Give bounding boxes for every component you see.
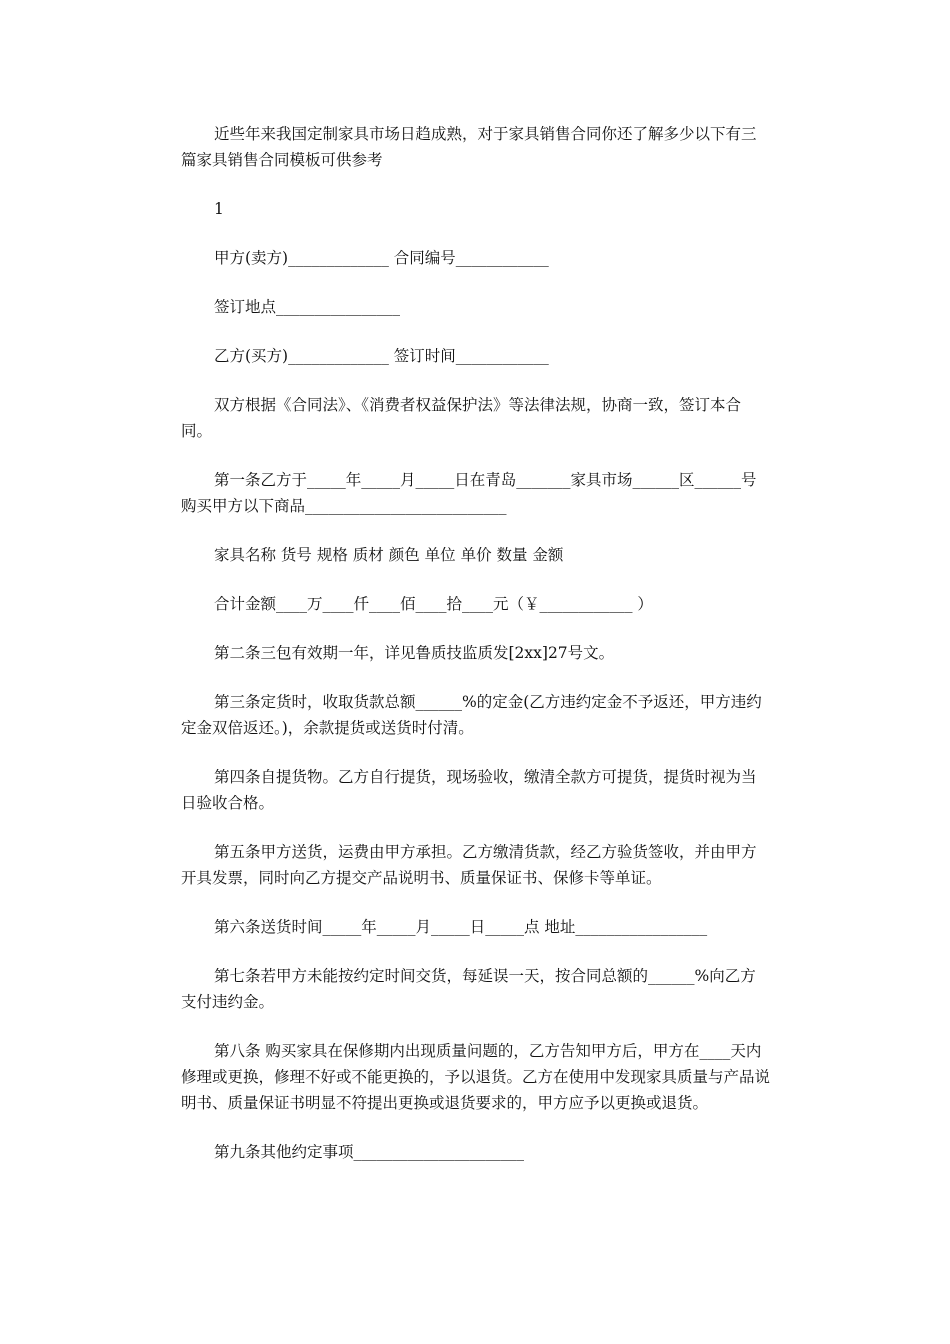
seller-and-contract-number: 甲方(卖方)_____________ 合同编号____________ — [214, 249, 549, 267]
article-8: 第八条 购买家具在保修期内出现质量问题的，乙方告知甲方后，甲方在____天内修理或更换，修理不好或不能更换的，予以退货。乙方在使用中发现家具质量与产品说明书、质量保证书明显不符提出更换或退货要求的，甲方应予以更换或退货。 — [181, 1042, 771, 1112]
signing-location: 签订地点________________ — [214, 298, 401, 316]
section-number: 1 — [214, 200, 224, 218]
article-7: 第七条若甲方未能按约定时间交货，每延误一天，按合同总额的______%向乙方支付违约金。 — [181, 967, 756, 1011]
article-2: 第二条三包有效期一年，详见鲁质技监质发[2xx]27号文。 — [214, 644, 615, 662]
goods-table-header: 家具名称 货号 规格 质材 颜色 单位 单价 数量 金额 — [214, 546, 564, 564]
article-1: 第一条乙方于_____年_____月_____日在青岛_______家具市场______区______号购买甲方以下商品__________________________ — [181, 471, 757, 515]
article-5: 第五条甲方送货，运费由甲方承担。乙方缴清货款，经乙方验货签收，并由甲方开具发票，同时向乙方提交产品说明书、质量保证书、保修卡等单证。 — [181, 843, 757, 887]
intro-paragraph: 近些年来我国定制家具市场日趋成熟，对于家具销售合同你还了解多少以下有三篇家具销售合同模板可供参考 — [181, 125, 757, 169]
article-6: 第六条送货时间_____年_____月_____日_____点 地址_________________ — [214, 918, 708, 936]
article-4: 第四条自提货物。乙方自行提货，现场验收，缴清全款方可提货，提货时视为当日验收合格。 — [181, 768, 757, 812]
buyer-and-signing-time: 乙方(买方)_____________ 签订时间____________ — [214, 347, 549, 365]
article-9: 第九条其他约定事项______________________ — [214, 1143, 525, 1161]
preamble-paragraph: 双方根据《合同法》、《消费者权益保护法》等法律法规，协商一致，签订本合同。 — [181, 396, 742, 440]
total-amount: 合计金额____万____仟____佰____拾____元（￥____________ ） — [214, 595, 653, 613]
article-3: 第三条定货时，收取货款总额______%的定金(乙方违约定金不予返还，甲方违约定金双倍返还。)，余款提货或送货时付清。 — [181, 693, 762, 737]
document-body — [181, 121, 771, 1188]
